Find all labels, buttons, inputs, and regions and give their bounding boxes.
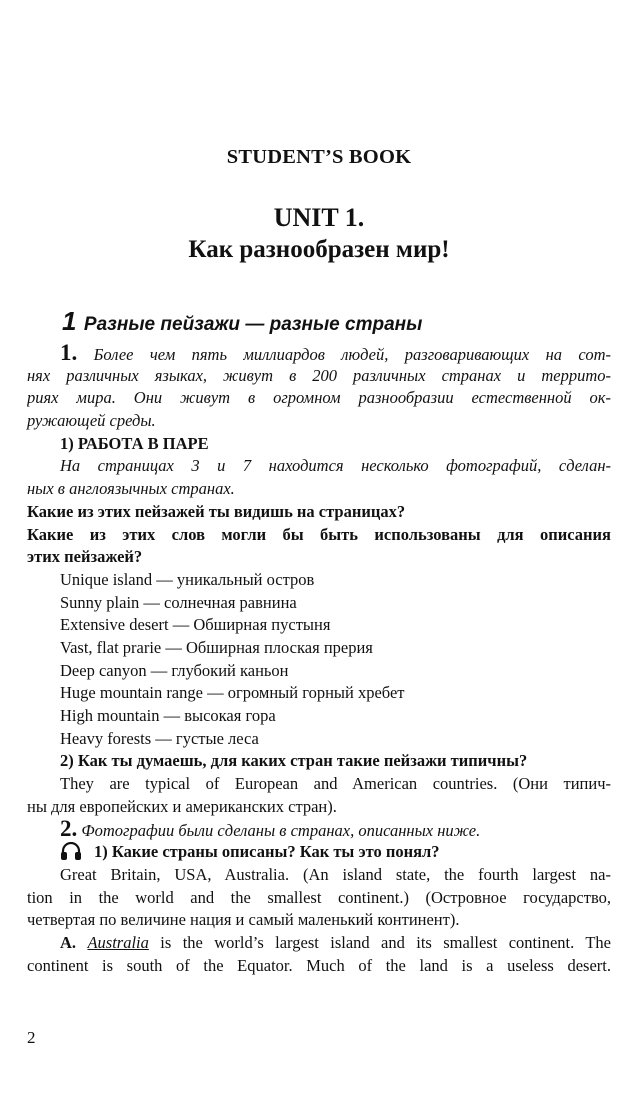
paragraph-text: is the world’s largest island and its smallest continent. The [160,932,611,952]
task-text: На страницах 3 и 7 находится несколько фотографий, сделан- [60,456,611,476]
ex1-line: риях мира. Они живут в огромном разнообразии естественной ок- [27,388,611,408]
paragraph-a [27,932,611,955]
vocab-item: Deep canyon — глубокий каньон [60,660,289,680]
ex2-number: 2. [60,816,78,842]
ex2-intro: Фотографии были сделаны в странах, описанных ниже. [81,821,481,841]
answer-text: They are typical of European and American countries. (Они типич- [60,774,611,794]
task-heading [27,841,611,864]
vocab-item: Heavy forests — густые леса [60,728,259,748]
page-body [27,342,611,977]
vocab-item: Sunny plain — солнечная равнина [60,592,297,612]
ex2-line [27,818,611,841]
unit-subtitle: Как разнообразен мир! [188,236,450,263]
paragraph-text: continent is south of the Equator. Much of the land is a useless desert. [27,955,611,975]
unit-title: UNIT 1. [273,203,365,232]
ex1-line [27,342,611,365]
task-heading: 2) Как ты думаешь, для каких стран такие пейзажи типичны? [60,751,528,771]
task-heading: 1) РАБОТА В ПАРЕ [60,433,209,453]
ex1-line: нях различных языках, живут в 200 различных странах и террито- [27,365,611,385]
question: Какие из этих слов могли бы быть использованы для описания [27,524,611,544]
paragraph-label: A. [60,932,77,952]
country-name: Australia [87,932,149,952]
answer-text: Great Britain, USA, Australia. (An island state, the fourth largest na- [60,864,611,884]
task-heading-text: 1) Какие страны описаны? Как ты это понял? [94,842,440,862]
vocab-item: High mountain — высокая гора [60,706,276,725]
vocab-item: Huge mountain range — огромный горный хребет [60,683,405,703]
question: этих пейзажей? [27,547,143,567]
section-number: 1 [62,306,77,336]
book-section-title: STUDENT’S BOOK [226,146,412,168]
section-title: Разные пейзажи — разные страны [83,314,423,335]
ex1-text: Более чем пять миллиардов людей, разговаривающих на сот- [93,345,611,364]
answer-text: ны для европейских и американских стран). [27,796,337,816]
vocab-item: Unique island — уникальный остров [60,569,315,589]
vocab-item: Extensive desert — Обширная пустыня [60,615,331,635]
task-text: ных в англоязычных странах. [27,479,235,499]
ex1-number: 1. [60,342,78,365]
question: Какие из этих пейзажей ты видишь на страницах? [27,501,406,521]
ex1-line: ружающей среды. [27,411,156,431]
headphones-icon [60,842,82,860]
answer-text: tion in the world and the smallest continent.) (Островное государство, [27,887,611,907]
page-number: 2 [27,1028,36,1047]
vocab-item: Vast, flat prarie — Обширная плоская прерия [60,637,373,657]
section-heading [62,306,422,337]
answer-text: четвертая по величине нация и самый маленький континент). [27,910,460,930]
